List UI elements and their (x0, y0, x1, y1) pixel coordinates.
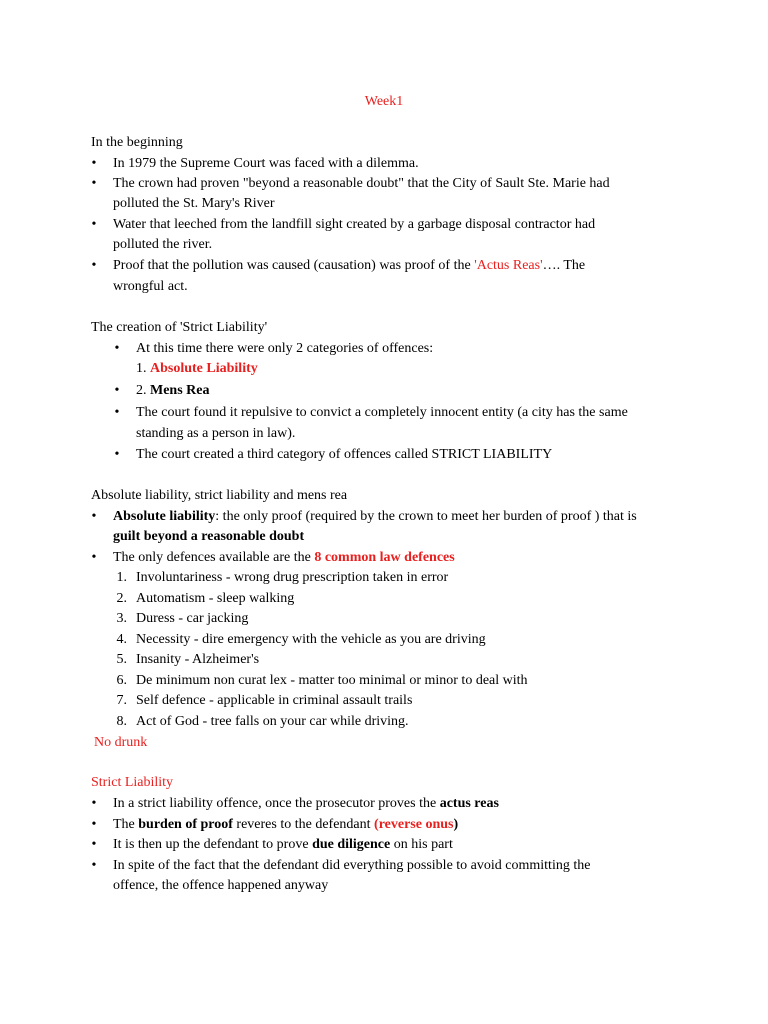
bold-text: burden of proof (138, 817, 233, 832)
highlight-text: 8 common law defences (314, 550, 455, 565)
bullet-icon: • (91, 156, 97, 171)
list-item-continuation: polluted the St. Mary's River (113, 196, 275, 211)
list-number: 4. (116, 632, 127, 647)
text-run: The only defences available are the (113, 550, 315, 565)
text-run: on his part (390, 837, 453, 852)
bullet-icon: • (91, 817, 97, 832)
list-item-continuation (136, 359, 258, 379)
bold-text: actus reas (439, 796, 499, 811)
list-item: At this time there were only 2 categories of offences: (136, 341, 434, 356)
list-number: 5. (116, 652, 127, 667)
list-number: 7. (116, 693, 127, 708)
list-item (113, 794, 499, 814)
numbered-item: Insanity - Alzheimer's (136, 652, 260, 667)
bold-text: due diligence (312, 837, 391, 852)
bold-text: Absolute liability (113, 509, 216, 524)
bullet-icon: • (91, 258, 97, 273)
list-item (113, 548, 455, 568)
text-run: The (113, 817, 139, 832)
highlight-text: reverse onus (378, 817, 454, 832)
note-text: No drunk (94, 735, 148, 750)
text-run: In a strict liability offence, once the prosecutor proves the (113, 796, 440, 811)
list-item: The court created a third category of offences called STRICT LIABILITY (136, 447, 553, 462)
numbered-item: Necessity - dire emergency with the vehicle as you are driving (136, 632, 486, 647)
paren-close: ) (453, 817, 459, 832)
page-title: Week1 (364, 94, 404, 109)
list-item-continuation: polluted the river. (113, 237, 213, 252)
list-number: 1. (116, 570, 127, 585)
list-item (113, 835, 453, 855)
list-item (113, 815, 458, 835)
bullet-icon: • (114, 383, 120, 398)
text-run: 2. (136, 383, 150, 398)
section-heading: In the beginning (91, 135, 183, 150)
list-item: In spite of the fact that the defendant did everything possible to avoid committing the (113, 858, 591, 873)
numbered-item: Act of God - tree falls on your car while driving. (136, 714, 409, 729)
highlight-text: Absolute Liability (150, 361, 258, 376)
numbered-item: Automatism - sleep walking (136, 591, 295, 606)
list-number: 8. (116, 714, 127, 729)
list-item-continuation: offence, the offence happened anyway (113, 878, 329, 893)
highlight-text: 'Actus Reas' (474, 258, 543, 273)
numbered-item: Involuntariness - wrong drug prescription taken in error (136, 570, 449, 585)
paren-open: ( (374, 817, 379, 832)
bullet-icon: • (91, 176, 97, 191)
list-item-continuation: wrongful act. (113, 279, 188, 294)
bullet-icon: • (91, 858, 97, 873)
text-run: 1. (136, 361, 150, 376)
bullet-icon: • (114, 447, 120, 462)
list-number: 2. (116, 591, 127, 606)
section-heading: Absolute liability, strict liability and mens rea (91, 488, 348, 503)
numbered-item: Duress - car jacking (136, 611, 249, 626)
list-item: The crown had proven "beyond a reasonable doubt" that the City of Sault Ste. Marie had (113, 176, 610, 191)
text-run: Proof that the pollution was caused (causation) was proof of the (113, 258, 475, 273)
bullet-icon: • (91, 550, 97, 565)
bold-text: Mens Rea (150, 383, 210, 398)
bullet-icon: • (114, 405, 120, 420)
bullet-icon: • (91, 509, 97, 524)
list-item-continuation (113, 527, 304, 547)
list-item (136, 381, 210, 401)
bullet-icon: • (91, 217, 97, 232)
list-number: 6. (116, 673, 127, 688)
list-item: In 1979 the Supreme Court was faced with a dilemma. (113, 156, 419, 171)
section-heading: Strict Liability (91, 775, 174, 790)
section-heading: The creation of 'Strict Liability' (91, 320, 268, 335)
text-run: It is then up the defendant to prove (113, 837, 313, 852)
numbered-item: De minimum non curat lex - matter too minimal or minor to deal with (136, 673, 528, 688)
list-number: 3. (116, 611, 127, 626)
bullet-icon: • (114, 341, 120, 356)
text-run: : the only proof (required by the crown to meet her burden of proof ) that is (215, 509, 637, 524)
list-item: Water that leeched from the landfill sight created by a garbage disposal contractor had (113, 217, 596, 232)
bullet-icon: • (91, 796, 97, 811)
bold-text: guilt beyond a reasonable doubt (113, 529, 305, 544)
text-run: reveres to the defendant (232, 817, 375, 832)
bullet-icon: • (91, 837, 97, 852)
list-item: The court found it repulsive to convict a completely innocent entity (a city has the same (136, 405, 628, 420)
list-item-continuation: standing as a person in law). (136, 426, 296, 441)
list-item (113, 256, 585, 276)
text-run: …. The (542, 258, 586, 273)
list-item (113, 507, 637, 527)
numbered-item: Self defence - applicable in criminal assault trails (136, 693, 413, 708)
